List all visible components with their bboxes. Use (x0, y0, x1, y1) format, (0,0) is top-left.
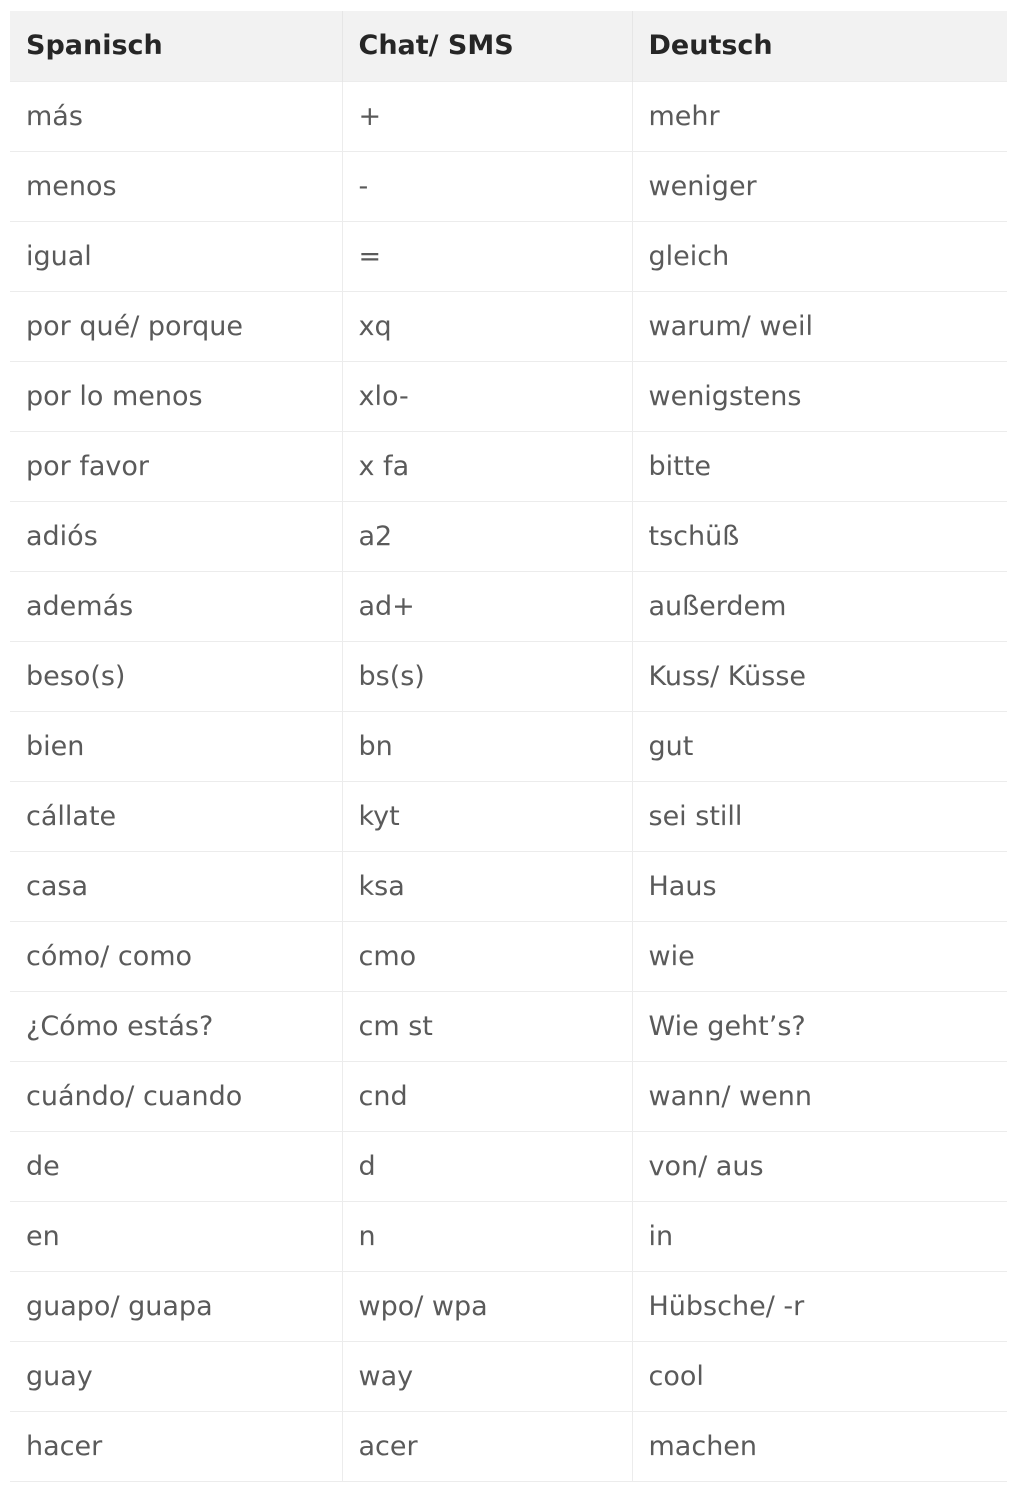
cell-chat-sms: a2 (342, 501, 632, 571)
header-deutsch: Deutsch (648, 30, 773, 62)
cell-deutsch: bitte (632, 431, 1007, 501)
cell-deutsch: mehr (632, 81, 1007, 151)
cell-chat-sms: bs(s) (342, 641, 632, 711)
table-row (10, 991, 1007, 1061)
cell-spanisch: menos (10, 151, 342, 221)
cell-chat-sms: d (342, 1131, 632, 1201)
cell-deutsch: cool (632, 1341, 1007, 1411)
cell-spanisch: por qué/ porque (10, 291, 342, 361)
cell-deutsch: machen (632, 1411, 1007, 1481)
vocabulary-table (10, 11, 1007, 1482)
cell-chat-sms: n (342, 1201, 632, 1271)
cell-deutsch: wie (632, 921, 1007, 991)
cell-chat-sms: cnd (342, 1061, 632, 1131)
table-row (10, 921, 1007, 991)
cell-chat-sms: bn (342, 711, 632, 781)
table-row (10, 711, 1007, 781)
cell-deutsch: sei still (632, 781, 1007, 851)
cell-chat-sms: ad+ (342, 571, 632, 641)
cell-spanisch: de (10, 1131, 342, 1201)
table-row (10, 851, 1007, 921)
cell-deutsch: warum/ weil (632, 291, 1007, 361)
cell-deutsch: in (632, 1201, 1007, 1271)
cell-spanisch: cállate (10, 781, 342, 851)
table-row (10, 641, 1007, 711)
cell-spanisch: bien (10, 711, 342, 781)
table-body (10, 81, 1007, 1481)
cell-spanisch: hacer (10, 1411, 342, 1481)
table-row (10, 1201, 1007, 1271)
cell-deutsch: wenigstens (632, 361, 1007, 431)
cell-chat-sms: x fa (342, 431, 632, 501)
cell-spanisch: guapo/ guapa (10, 1271, 342, 1341)
table-row (10, 291, 1007, 361)
table-row (10, 571, 1007, 641)
table-row (10, 1341, 1007, 1411)
table-row (10, 361, 1007, 431)
table-row (10, 1061, 1007, 1131)
cell-spanisch: por favor (10, 431, 342, 501)
cell-deutsch: Hübsche/ -r (632, 1271, 1007, 1341)
table-row (10, 1271, 1007, 1341)
cell-chat-sms: way (342, 1341, 632, 1411)
cell-spanisch: beso(s) (10, 641, 342, 711)
cell-chat-sms: kyt (342, 781, 632, 851)
cell-spanisch: ¿Cómo estás? (10, 991, 342, 1061)
cell-chat-sms: cmo (342, 921, 632, 991)
table-header (10, 11, 1007, 81)
table-row (10, 151, 1007, 221)
cell-spanisch: en (10, 1201, 342, 1271)
cell-deutsch: Kuss/ Küsse (632, 641, 1007, 711)
cell-chat-sms: acer (342, 1411, 632, 1481)
cell-chat-sms: ksa (342, 851, 632, 921)
cell-chat-sms: wpo/ wpa (342, 1271, 632, 1341)
header-spanisch: Spanisch (10, 11, 342, 81)
cell-chat-sms: + (342, 81, 632, 151)
cell-deutsch: gleich (632, 221, 1007, 291)
vocabulary-table-container (10, 11, 1007, 1482)
table-row (10, 501, 1007, 571)
cell-deutsch: weniger (632, 151, 1007, 221)
cell-spanisch: cómo/ como (10, 921, 342, 991)
cell-chat-sms: = (342, 221, 632, 291)
cell-deutsch: außerdem (632, 571, 1007, 641)
table-row (10, 781, 1007, 851)
cell-spanisch: cuándo/ cuando (10, 1061, 342, 1131)
header-chat-sms: Chat/ SMS (342, 11, 632, 81)
cell-deutsch: Haus (632, 851, 1007, 921)
cell-deutsch: von/ aus (632, 1131, 1007, 1201)
header-row (10, 11, 1007, 81)
cell-chat-sms: cm st (342, 991, 632, 1061)
cell-chat-sms: xlo- (342, 361, 632, 431)
table-row (10, 431, 1007, 501)
cell-spanisch: por lo menos (10, 361, 342, 431)
cell-spanisch: más (10, 81, 342, 151)
cell-spanisch: guay (10, 1341, 342, 1411)
cell-chat-sms: xq (342, 291, 632, 361)
cell-spanisch: casa (10, 851, 342, 921)
cell-spanisch: adiós (10, 501, 342, 571)
cell-chat-sms: - (342, 151, 632, 221)
cell-deutsch: Wie geht’s? (632, 991, 1007, 1061)
cell-deutsch: wann/ wenn (632, 1061, 1007, 1131)
table-row (10, 1411, 1007, 1481)
table-row (10, 1131, 1007, 1201)
cell-deutsch: tschüß (632, 501, 1007, 571)
cell-spanisch: además (10, 571, 342, 641)
cell-spanisch: igual (10, 221, 342, 291)
cell-deutsch: gut (632, 711, 1007, 781)
table-row (10, 81, 1007, 151)
table-row (10, 221, 1007, 291)
